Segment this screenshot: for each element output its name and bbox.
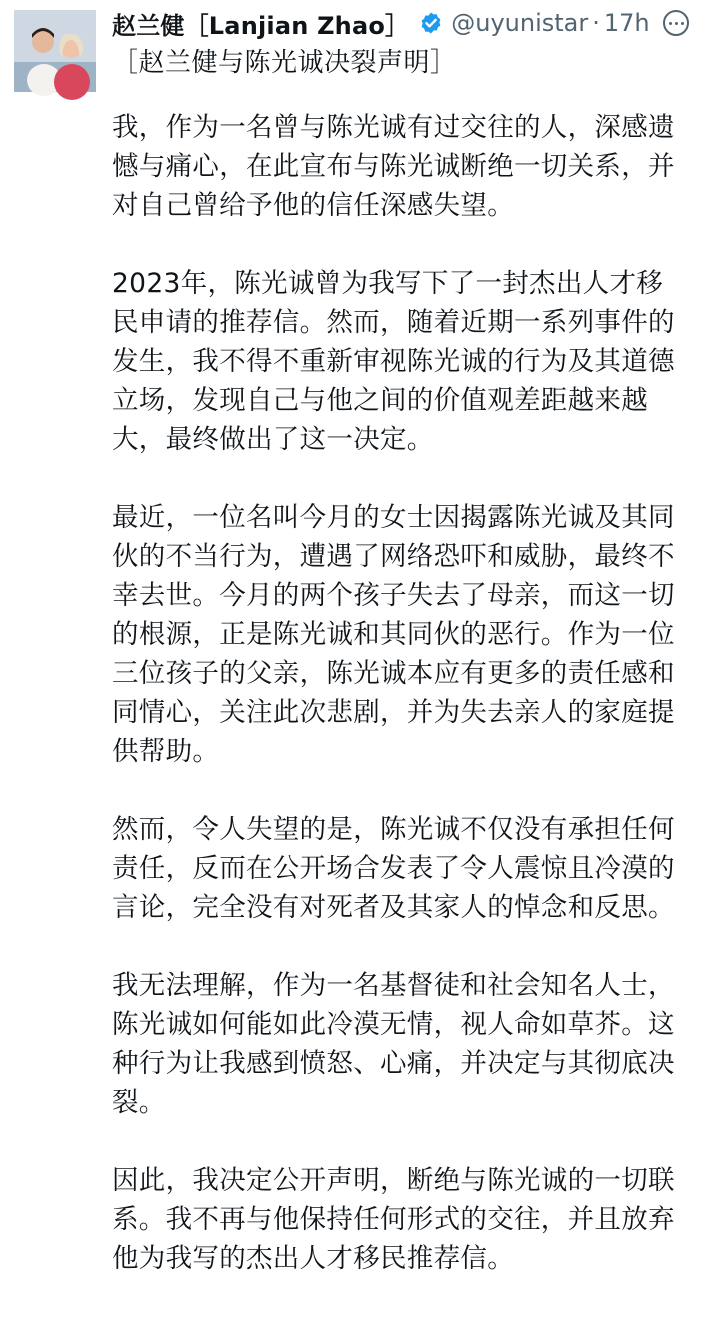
tweet-header xyxy=(112,8,709,38)
separator-dot: · xyxy=(592,9,600,37)
verified-badge-icon xyxy=(419,11,443,35)
paragraph: 然而，令人失望的是，陈光诚不仅没有承担任何责任，反而在公开场合发表了令人震惊且冷漠的言论，完全没有对死者及其家人的悼念和反思。 xyxy=(112,814,675,923)
author-display-name[interactable]: 赵兰健［Lanjian Zhao］ xyxy=(112,11,410,40)
more-options-icon[interactable] xyxy=(663,10,689,36)
author-handle[interactable]: @uyunistar xyxy=(451,9,589,37)
paragraph: 2023年，陈光诚曾为我写下了一封杰出人才移民申请的推荐信。然而，随着近期一系列事件的发生，我不得不重新审视陈光诚的行为及其道德立场，发现自己与他之间的价值观差距越来越大，最终做出了这一决定。 xyxy=(112,268,675,455)
paragraph: 我无法理解，作为一名基督徒和社会知名人士，陈光诚如何能如此冷漠无情，视人命如草芥。这种行为让我感到愤怒、心痛，并决定与其彻底决裂。 xyxy=(112,970,675,1118)
avatar[interactable] xyxy=(14,10,96,92)
timestamp[interactable]: 17h xyxy=(603,9,650,37)
paragraph: 最近，一位名叫今月的女士因揭露陈光诚及其同伙的不当行为，遭遇了网络恐吓和威胁，最终不幸去世。今月的两个孩子失去了母亲，而这一切的根源，正是陈光诚和其同伙的恶行。作为一位三位孩子的父亲，陈光诚本应有更多的责任感和同情心，关注此次悲剧，并为失去亲人的家庭提供帮助。 xyxy=(112,502,675,767)
tweet-body xyxy=(112,108,687,1317)
tweet-title: ［赵兰健与陈光诚决裂声明］ xyxy=(112,48,457,78)
paragraph: 我，作为一名曾与陈光诚有过交往的人，深感遗憾与痛心，在此宣布与陈光诚断绝一切关系，并对自己曾给予他的信任深感失望。 xyxy=(112,112,675,221)
paragraph: 因此，我决定公开声明，断绝与陈光诚的一切联系。我不再与他保持任何形式的交往，并且放弃他为我写的杰出人才移民推荐信。 xyxy=(112,1165,675,1274)
profile-photo xyxy=(14,10,96,92)
